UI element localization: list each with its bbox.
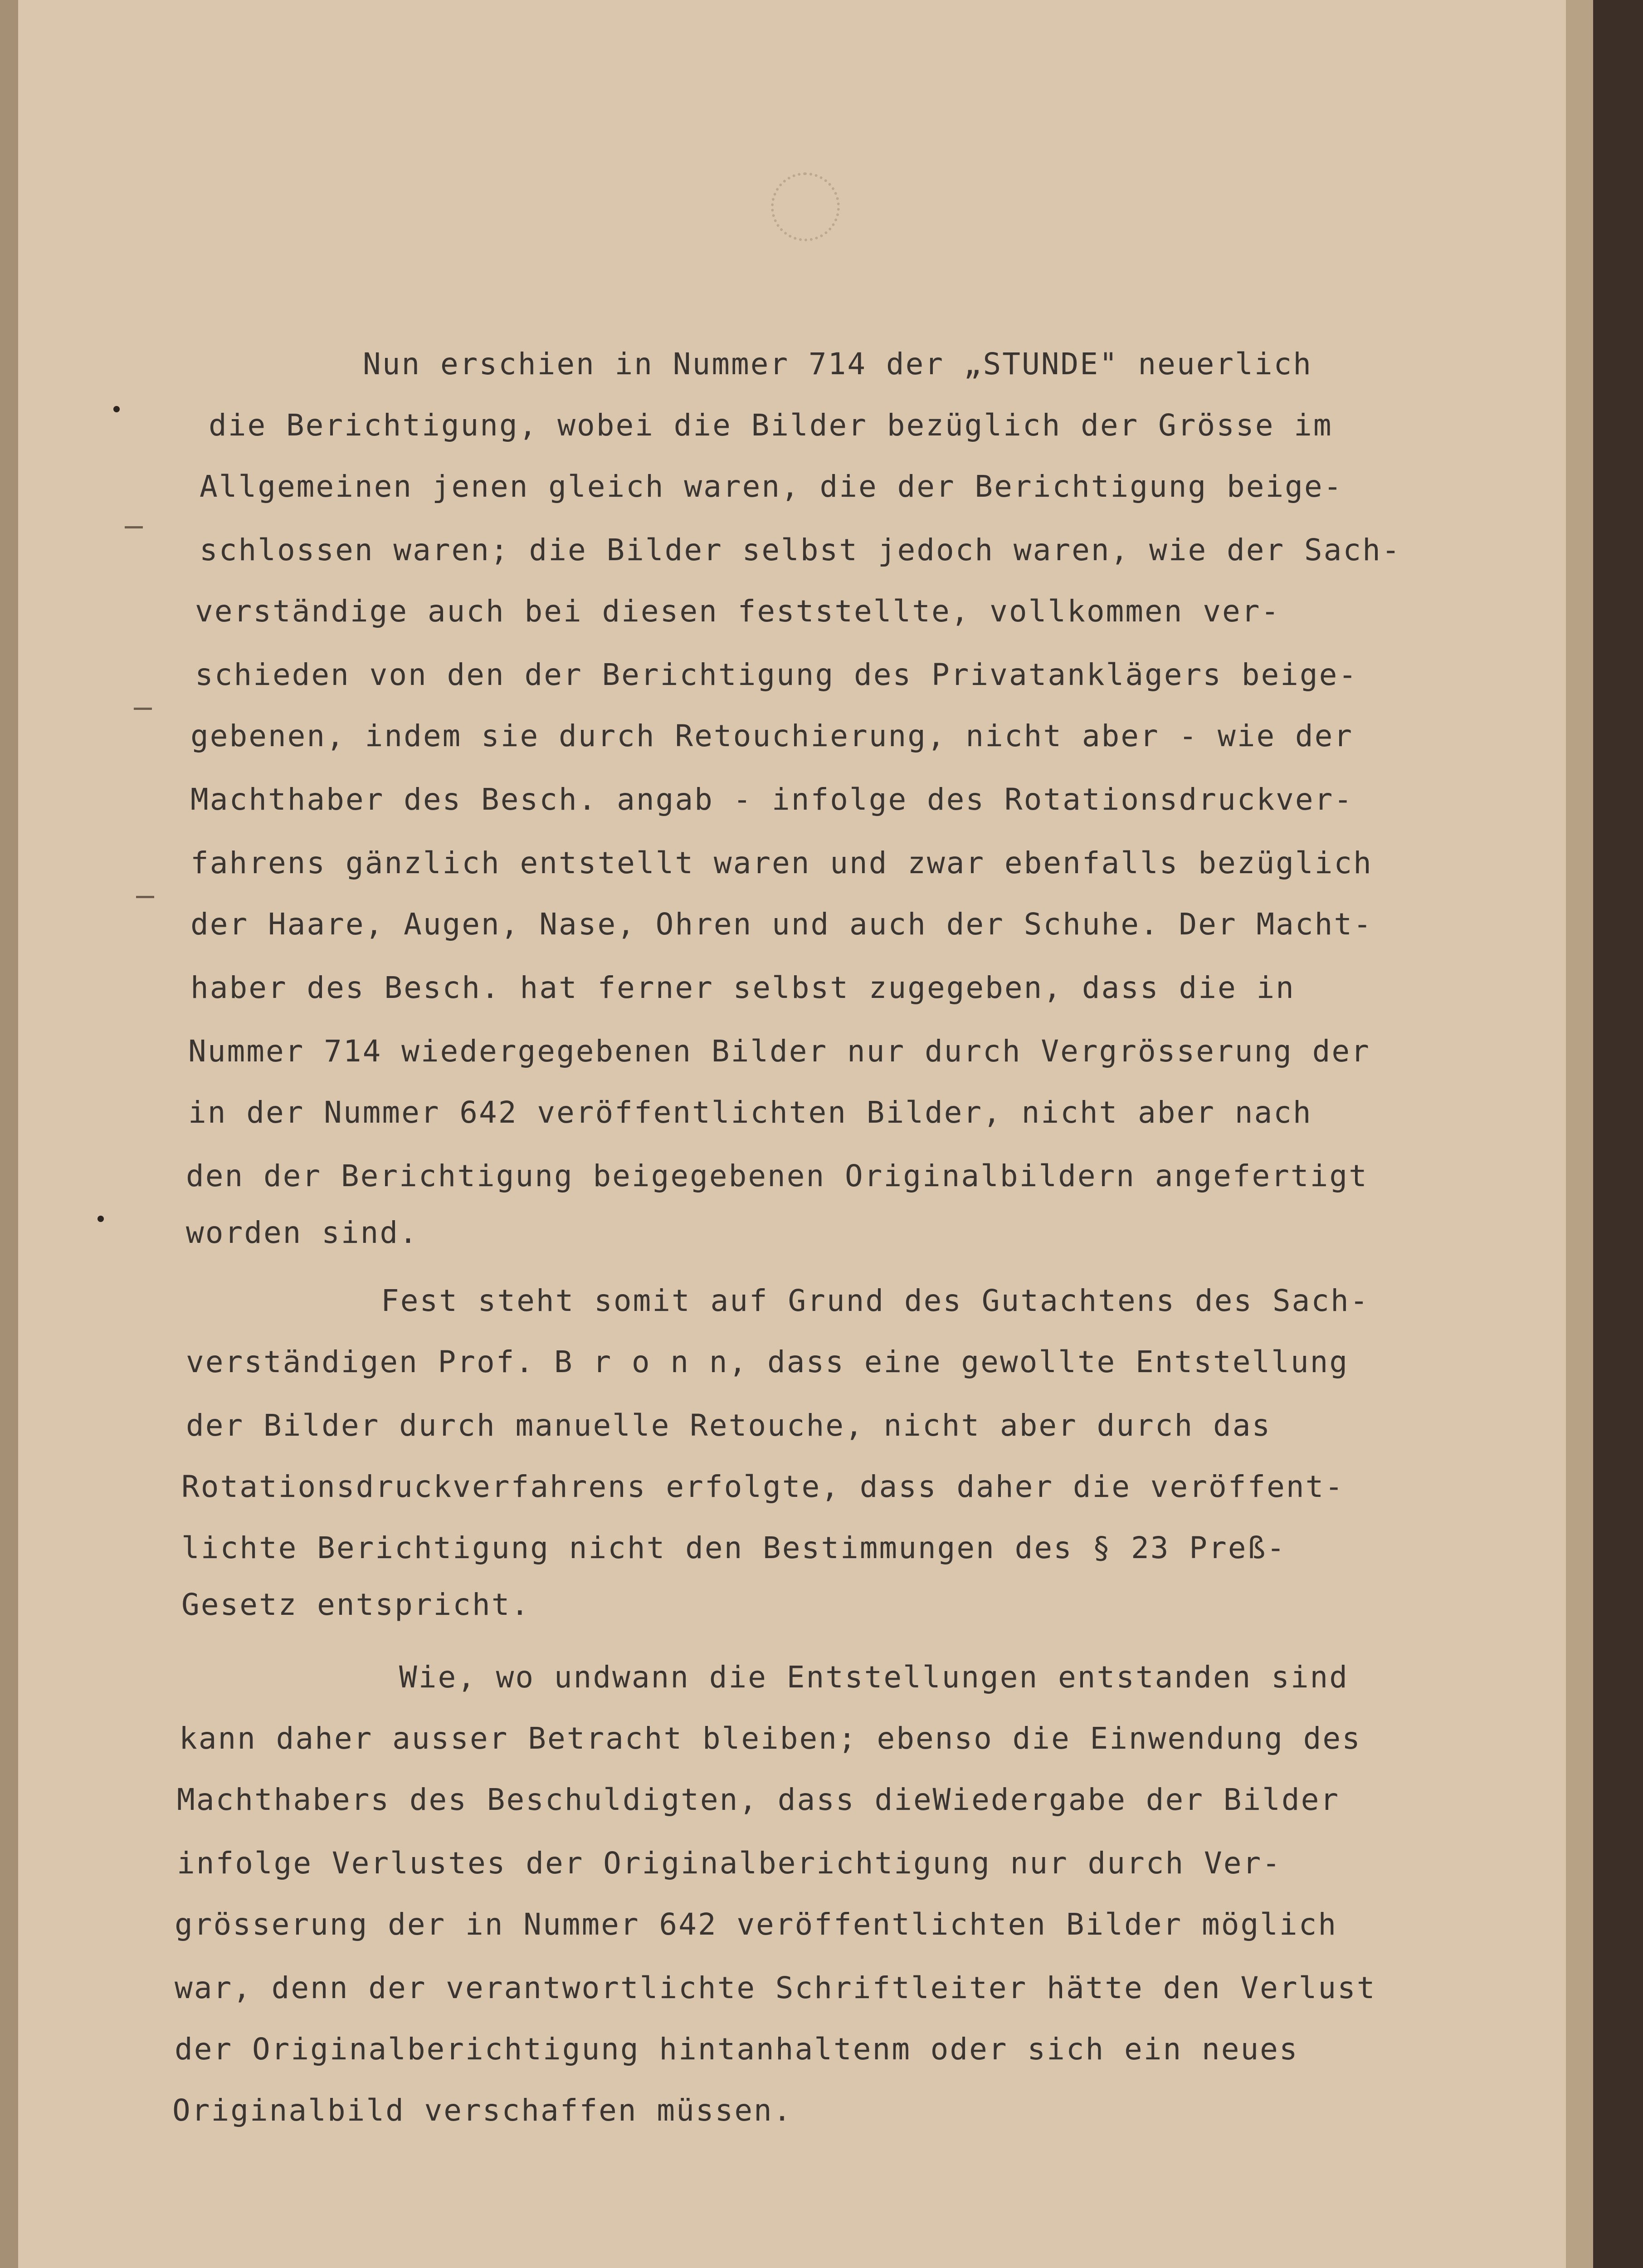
text-line: worden sind.: [186, 1215, 419, 1250]
text-line: Machthabers des Beschuldigten, dass dieWiedergabe der Bilder: [177, 1782, 1340, 1817]
text-line: verständigen Prof. B r o n n, dass eine gewollte Entstellung: [186, 1344, 1349, 1379]
text-line: in der Nummer 642 veröffentlichten Bilder, nicht aber nach: [188, 1095, 1312, 1130]
text-line: Originalbild verschaffen müssen.: [172, 2093, 793, 2128]
text-line: grösserung der in Nummer 642 veröffentlichten Bilder möglich: [175, 1907, 1338, 1942]
text-line: Fest steht somit auf Grund des Gutachtens des Sach-: [381, 1283, 1370, 1318]
text-line: Rotationsdruckverfahrens erfolgte, dass daher die veröffent-: [181, 1469, 1345, 1504]
text-line: Allgemeinen jenen gleich waren, die der Berichtigung beige-: [200, 469, 1343, 504]
text-line: lichte Berichtigung nicht den Bestimmungen des § 23 Preß-: [181, 1530, 1286, 1565]
text-line: der Originalberichtigung hintanhaltenm oder sich ein neues: [175, 2032, 1299, 2067]
text-line: war, denn der verantwortlichte Schriftleiter hätte den Verlust: [175, 1970, 1376, 2005]
text-line: fahrens gänzlich entstellt waren und zwar ebenfalls bezüglich: [190, 846, 1373, 880]
text-line: Wie, wo undwann die Entstellungen entstanden sind: [399, 1660, 1349, 1695]
text-line: Gesetz entspricht.: [181, 1587, 531, 1622]
text-line: kann daher ausser Betracht bleiben; ebenso die Einwendung des: [179, 1721, 1361, 1756]
text-line: haber des Besch. hat ferner selbst zugegeben, dass die in: [190, 970, 1295, 1005]
text-line: schlossen waren; die Bilder selbst jedoch waren, wie der Sach-: [200, 533, 1401, 567]
margin-dot: [98, 1216, 104, 1222]
text-line: verständige auch bei diesen feststellte, vollkommen ver-: [195, 594, 1281, 629]
text-line: Nummer 714 wiedergegebenen Bilder nur durch Vergrösserung der: [188, 1034, 1370, 1069]
text-line: die Berichtigung, wobei die Bilder bezüglich der Grösse im: [209, 408, 1333, 443]
text-line: Nun erschien in Nummer 714 der „STUNDE" neuerlich: [363, 347, 1313, 381]
text-line: gebenen, indem sie durch Retouchierung, nicht aber - wie der: [190, 719, 1354, 753]
text-line: infolge Verlustes der Originalberichtigung nur durch Ver-: [177, 1846, 1282, 1881]
text-line: der Bilder durch manuelle Retouche, nicht aber durch das: [186, 1408, 1272, 1443]
text-line: Machthaber des Besch. angab - infolge des Rotationsdruckver-: [190, 782, 1354, 817]
text-line: den der Berichtigung beigegebenen Originalbildern angefertigt: [186, 1158, 1368, 1193]
text-line: schieden von den der Berichtigung des Privatanklägers beige-: [195, 657, 1358, 692]
text-line: der Haare, Augen, Nase, Ohren und auch der Schuhe. Der Macht-: [190, 907, 1373, 942]
